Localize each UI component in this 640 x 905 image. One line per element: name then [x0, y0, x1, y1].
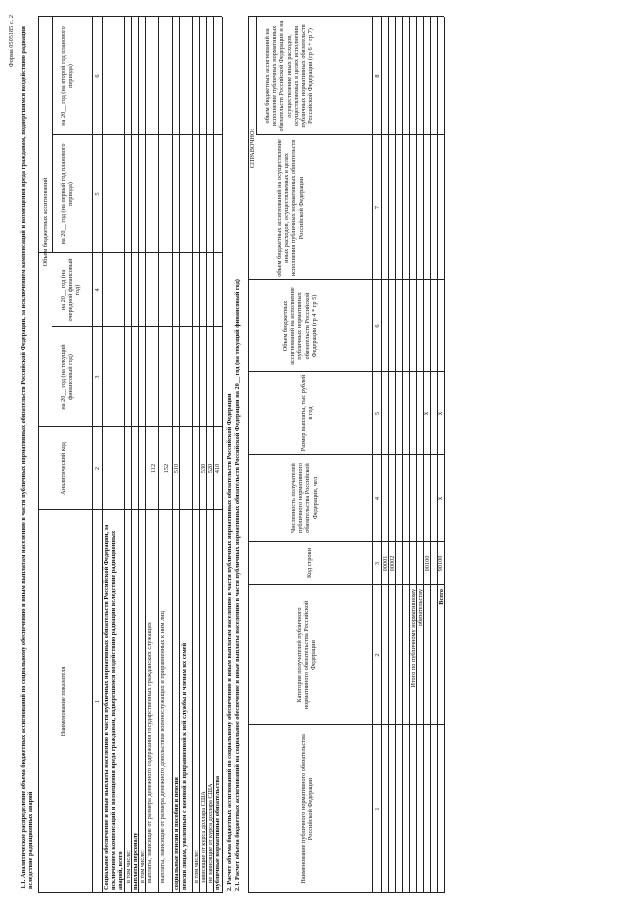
- t1-header-analytic-code: Аналитический код: [60, 442, 67, 495]
- t2-colnum-2: 2: [374, 653, 381, 657]
- t2-total-cross: x: [436, 496, 444, 501]
- t1-row-code: 510: [173, 463, 180, 474]
- t2-subtotal-code: 00100: [424, 555, 431, 572]
- form-code: Форма 0505185 с. 2: [8, 15, 15, 68]
- t2-subtotal-cross: x: [422, 411, 430, 416]
- t1-row-label: в том числе:: [193, 850, 200, 883]
- t2-header-recipients-count: Численность получателей публичного нормативного обязательства Российской Федерации, чел: [290, 462, 319, 534]
- t1-row-label: выплаты, зависящие от размера денежного содержания государственных гражданских служащих: [146, 622, 153, 883]
- t1-row-label: публичные нормативные обязательства: [214, 775, 221, 890]
- t1-row-label: в том числе:: [139, 850, 146, 883]
- t1-colnum-6: 6: [94, 74, 101, 78]
- t1-colnum-5: 5: [94, 192, 101, 196]
- t2-row-code: 00002: [389, 555, 396, 572]
- t2-header-total-volume: объем бюджетных ассигнований на исполнение публичных нормативных обязательств Российской Федерации и на осуществление иных расходов, осуществляемых в целях исполнения публичных нормативных обязательств Российской Федерации (гр 6 + гр 7): [264, 20, 315, 132]
- t2-colnum-7: 7: [374, 205, 381, 210]
- t2-header-obligation-name: Наименование публичного нормативного обязательства Российской Федерации: [300, 734, 315, 884]
- t1-header-year-current: на 20__ год (на текущий финансовый год): [60, 344, 75, 410]
- t1-row-label: в том числе:: [125, 850, 132, 883]
- t2-colnum-3: 3: [374, 561, 381, 566]
- t1-colnum-4: 4: [94, 288, 101, 292]
- t1-row-label: зависящие от курса доллара США: [200, 791, 207, 883]
- section-title-1-1: 1.1. Аналитическое распределение объема бюджетных ассигнований по социальному обеспечению и иным выплатам населению в части публичных нормативных обязательств Российской Федерации, за исключением компенсаций и возмещения вреда гражданам, подвергшимся воздействию радиации вследствие радиационных аварий: [20, 26, 35, 889]
- section-title-2: 2. Расчет объема бюджетных ассигнований по социальному обеспечению и иным выплатам населению в части публичных нормативных обязательств Российской Федерации: [226, 393, 233, 891]
- t2-subtotal-label: Итого по публичному нормативному обязательству: [410, 589, 425, 688]
- t2-header-payment-size: Размер выплаты, тыс рублей в год: [300, 374, 315, 452]
- t1-colnum-1: 1: [94, 699, 101, 704]
- t2-header-volume: Объем бюджетных ассигнований на исполнение публичных нормативных обязательств Российской Федерации (гр 4 * гр 5): [282, 287, 318, 365]
- t1-row-label: выплаты персоналу: [132, 832, 139, 890]
- t1-row-code: 520: [207, 463, 214, 474]
- t1-row-label: социальные пенсии и пособия и пенсии: [173, 777, 180, 890]
- t1-row-label: пенсии лицам, уволенным с военной и приравненной к ней службы и членам их семей: [181, 642, 188, 890]
- t2-total-cross: x: [436, 411, 444, 416]
- t2-header-other-expenses: объем бюджетных ассигнований на осуществление иных расходов, осуществляемых в целях исполнения публичных нормативных обязательств Российской Федерации: [276, 139, 305, 277]
- t1-row-code: 530: [200, 463, 207, 474]
- t1-header-volume-group: Объем бюджетных ассигнований: [42, 177, 49, 267]
- t2-colnum-1: 1: [374, 807, 381, 811]
- t2-total-label: Всего: [438, 589, 445, 605]
- t1-row-label: не зависящие от курса доллара США: [207, 783, 214, 883]
- t1-header-year-plan2: на 20__ год (на второй год планового периода): [60, 26, 75, 126]
- t1-row-label: Социальное обеспечение и иные выплаты населению в части публичных нормативных обязательств Российской Федерации, за исключением компенсаций и возмещения вреда гражданам, подвергшимся воздействию радиации вследствие радиационных аварий, всего: [103, 524, 125, 890]
- t2-colnum-5: 5: [374, 411, 381, 416]
- t2-colnum-6: 6: [374, 324, 381, 328]
- t2-colnum-8: 8: [374, 74, 381, 78]
- t1-colnum-2: 2: [94, 466, 101, 471]
- t1-row-code: 112: [150, 463, 157, 474]
- t1-colnum-3: 3: [94, 375, 101, 379]
- t1-row-label: выплаты, зависящие от размера денежного довольствия военнослужащих и приравненных к ним лиц: [159, 611, 166, 883]
- section-title-2-1: 2.1. Расчет объема бюджетных ассигнований на социальное обеспечение и иные выплаты населению в части публичных нормативных обязательств Российской Федерации на 20__ год (на текущий финансовый год): [234, 279, 241, 891]
- t1-header-indicator: Наименование показателя: [60, 666, 67, 737]
- t2-colnum-4: 4: [374, 496, 381, 501]
- t2-row-code: 00001: [382, 555, 389, 572]
- t1-header-year-next: на 20__ год (на очередной финансовый год): [60, 258, 82, 322]
- t2-header-recipient-category: Категория получателей публичного нормативного обязательства Российской Федерации: [296, 600, 318, 710]
- t2-header-reference: СПРАВОЧНО:: [249, 128, 256, 169]
- t2-header-row-code: Код строки: [306, 548, 313, 578]
- t1-row-code: 410: [214, 463, 221, 474]
- t1-header-year-plan1: на 20__ год (на первый год планового периода): [60, 143, 75, 245]
- t1-row-code: 152: [163, 463, 170, 474]
- t2-total-code: 90100: [437, 555, 444, 572]
